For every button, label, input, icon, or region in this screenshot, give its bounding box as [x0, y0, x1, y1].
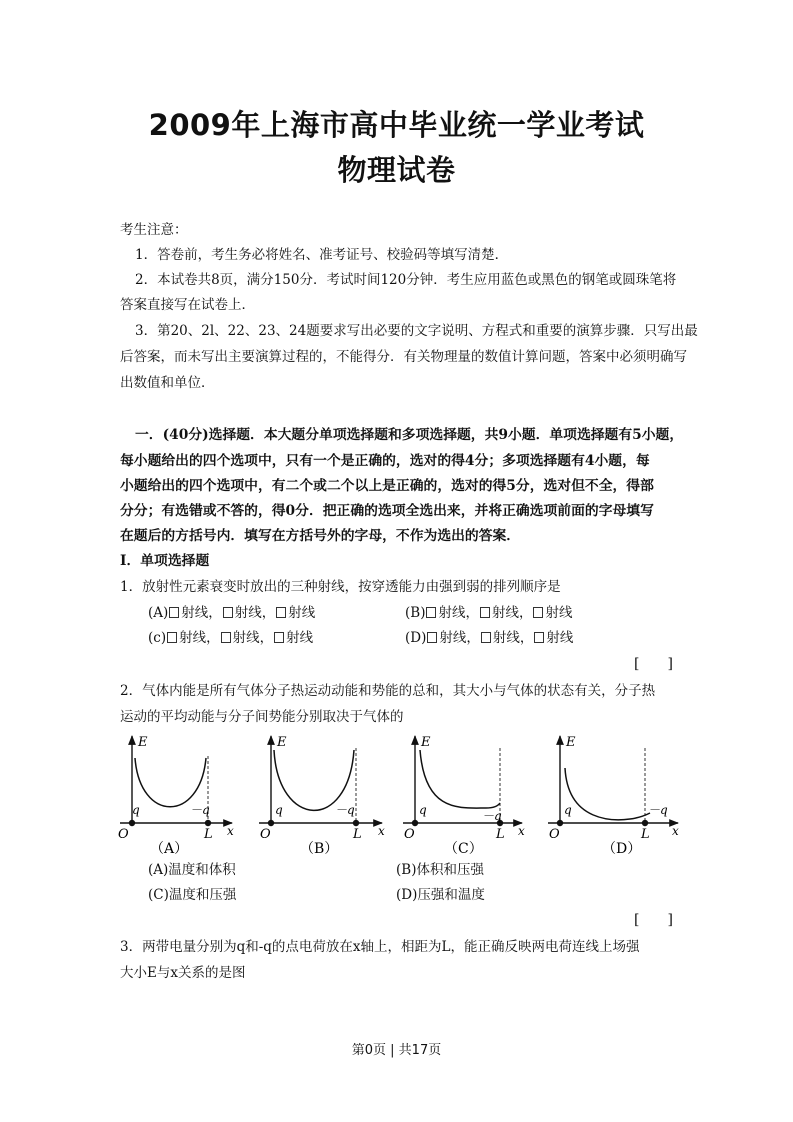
q1-option-a-text-1: 射线， [181, 605, 222, 621]
notice-item-3-line-3: 出数值和单位． [120, 375, 215, 391]
q1-option-c-text-1: 射线， [179, 630, 220, 646]
graph-d-l-label: L [641, 827, 650, 842]
q1-option-d-text-2: 射线， [492, 630, 534, 646]
missing-glyph-icon [221, 632, 231, 643]
missing-glyph-icon [276, 607, 286, 618]
q3-stem-line-2: 大小E与x关系的是图 [120, 965, 246, 981]
notice-heading: 考生注意： [120, 222, 188, 238]
graph-d [548, 735, 679, 857]
graph-a-charge-q [129, 820, 135, 826]
section-1-line-5: 在题后的方括号内．填写在方括号外的字母，不作为选出的答案． [120, 528, 521, 544]
graph-a-negq-label: －q [190, 803, 210, 817]
single-choice-heading: Ⅰ．单项选择题 [120, 553, 210, 569]
graph-b-curve [274, 750, 354, 810]
missing-glyph-icon [534, 632, 544, 643]
q1-option-b-text-2: 射线， [491, 605, 533, 621]
q1-option-a-label: (A) [148, 605, 169, 621]
q2-answer-bracket: [ ] [634, 912, 673, 928]
graph-b-o-label: O [260, 827, 271, 842]
q1-option-b [405, 601, 572, 621]
graph-c-curve [420, 750, 500, 808]
graph-c-caption: （C） [444, 841, 483, 857]
q1-option-a-text-3: 射线 [288, 605, 316, 621]
graph-c-o-label: O [404, 827, 415, 842]
graph-b-negq-label: －q [335, 803, 355, 817]
q1-option-d [405, 626, 573, 646]
q1-option-a [148, 601, 315, 621]
q1-option-b-label: (B) [405, 605, 426, 621]
notice-item-2-line-1: 2．本试卷共8页，满分150分．考试时间120分钟．考生应用蓝色或黑色的钢笔或圆珠笔将 [135, 272, 677, 288]
missing-glyph-icon [167, 632, 177, 643]
missing-glyph-icon [223, 607, 233, 618]
q1-option-c-label: (c) [148, 630, 167, 646]
graph-c-e-label: E [421, 735, 431, 750]
q2-graphs [110, 728, 700, 860]
notice-item-1: 1．答卷前，考生务必将姓名、准考证号、校验码等填写清楚． [135, 247, 509, 263]
graph-b-caption: （B） [300, 841, 339, 857]
graph-b-l-label: L [353, 827, 362, 842]
graph-b-e-label: E [277, 735, 287, 750]
exam-subtitle: 物理试卷 [337, 153, 456, 187]
missing-glyph-icon [426, 607, 436, 618]
graph-a [118, 735, 234, 857]
page-footer: 第0页 | 共17页 [351, 1043, 442, 1058]
q1-option-c [148, 626, 313, 646]
graph-a-q-label: q [132, 803, 140, 817]
notice-item-2-line-2: 答案直接写在试卷上． [120, 297, 255, 313]
graph-b-x-label: x [378, 824, 385, 838]
q2-option-a: (A)温度和体积 [148, 862, 236, 878]
notice-item-3-line-2: 后答案，而未写出主要演算过程的，不能得分．有关物理量的数值计算问题，答案中必须明确写 [120, 349, 687, 365]
missing-glyph-icon [533, 607, 543, 618]
q1-stem: 1．放射性元素衰变时放出的三种射线，按穿透能力由强到弱的排列顺序是 [120, 579, 561, 595]
notice-item-3-line-1: 3．第20、2l、22、23、24题要求写出必要的文字说明、方程式和重要的演算步骤．只写出最 [135, 323, 698, 339]
exam-title: 2009年上海市高中毕业统一学业考试 [148, 108, 645, 142]
missing-glyph-icon [481, 632, 491, 643]
section-1-line-3: 小题给出的四个选项中，有二个或二个以上是正确的，选对的得5分，选对但不全，得部 [120, 478, 654, 494]
q1-option-d-text-1: 射线， [439, 630, 480, 646]
graph-d-e-label: E [566, 735, 576, 750]
missing-glyph-icon [274, 632, 284, 643]
q1-answer-bracket: [ ] [634, 656, 673, 672]
graph-a-l-label: L [204, 827, 213, 842]
q1-option-c-text-3: 射线 [286, 630, 314, 646]
graph-d-charge-q [557, 820, 563, 826]
graph-c-x-label: x [518, 824, 525, 838]
graph-c-negq-label: －q [482, 809, 502, 823]
q2-stem-line-2: 运动的平均动能与分子间势能分别取决于气体的 [120, 709, 404, 725]
graph-d-caption: （D） [602, 841, 642, 857]
section-1-line-4: 分分；有选错或不答的，得0分．把正确的选项全选出来，并将正确选项前面的字母填写 [120, 503, 654, 519]
section-1-line-2: 每小题给出的四个选项中，只有一个是正确的，选对的得4分；多项选择题有4小题，每 [120, 453, 650, 469]
graph-a-x-label: x [227, 824, 234, 838]
graph-b-charge-negq [353, 820, 359, 826]
graph-d-x-label: x [672, 824, 679, 838]
missing-glyph-icon [169, 607, 179, 618]
graph-d-negq-label: －q [648, 803, 668, 817]
graph-d-q-label: q [564, 803, 572, 817]
graph-c [403, 735, 525, 857]
q1-option-a-text-2: 射线， [234, 605, 276, 621]
q2-option-d: (D)压强和温度 [396, 887, 485, 903]
graph-c-l-label: L [496, 827, 505, 842]
missing-glyph-icon [427, 632, 437, 643]
graph-b [259, 735, 385, 857]
graph-b-q-label: q [275, 803, 283, 817]
q1-option-d-text-3: 射线 [546, 630, 574, 646]
q2-option-c: (C)温度和压强 [148, 887, 237, 903]
graph-c-q-label: q [419, 803, 427, 817]
section-1-line-1: 一．(40分)选择题．本大题分单项选择题和多项选择题，共9小题．单项选择题有5小题， [135, 427, 684, 443]
graph-c-charge-q [412, 820, 418, 826]
graph-d-o-label: O [549, 827, 560, 842]
graph-a-curve [135, 758, 206, 807]
q1-option-c-text-2: 射线， [232, 630, 274, 646]
graph-a-o-label: O [118, 827, 129, 842]
graph-d-curve [565, 768, 650, 820]
graph-a-charge-negq [205, 820, 211, 826]
graph-d-charge-negq [642, 820, 648, 826]
q1-option-b-text-3: 射线 [545, 605, 573, 621]
q1-option-d-label: (D) [405, 630, 427, 646]
q2-option-b: (B)体积和压强 [396, 862, 484, 878]
missing-glyph-icon [480, 607, 490, 618]
q3-stem-line-1: 3．两带电量分别为q和-q的点电荷放在x轴上，相距为L，能正确反映两电荷连线上场强 [120, 939, 640, 955]
graph-a-e-label: E [138, 735, 148, 750]
graph-a-caption: （A） [150, 841, 189, 857]
q1-option-b-text-1: 射线， [438, 605, 479, 621]
graph-b-charge-q [268, 820, 274, 826]
q2-stem-line-1: 2．气体内能是所有气体分子热运动动能和势能的总和，其大小与气体的状态有关，分子热 [120, 683, 656, 699]
